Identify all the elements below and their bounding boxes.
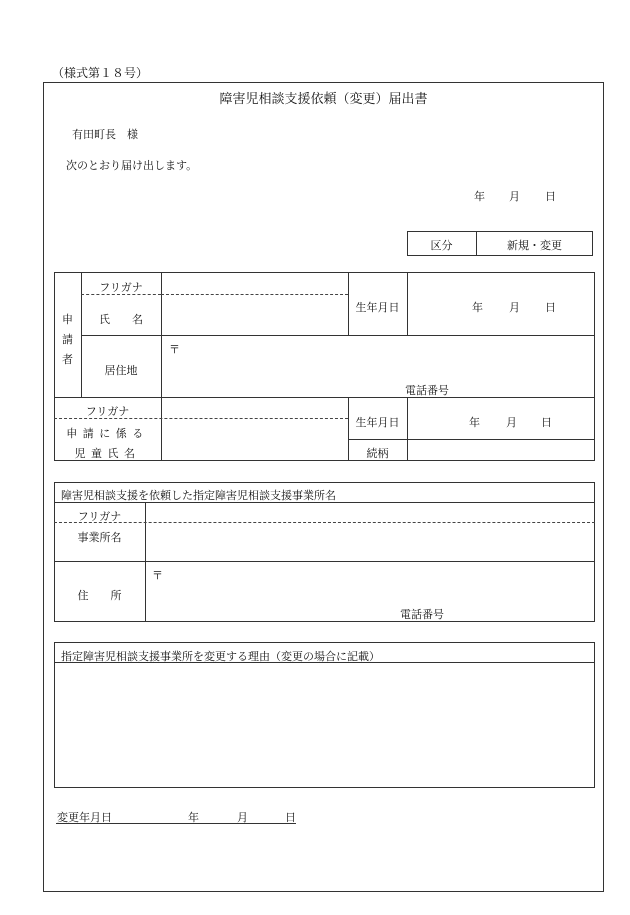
reason-heading: 指定障害児相談支援事業所を変更する理由（変更の場合に記載） <box>61 650 380 663</box>
applicant-birthdate-label: 生年月日 <box>355 301 400 314</box>
child-furigana-label: フリガナ <box>85 405 130 418</box>
date-day-label: 日 <box>545 190 556 203</box>
applicant-residence-label: 居住地 <box>104 364 138 377</box>
category-value[interactable]: 新規・変更 <box>507 239 562 252</box>
change-date-underline <box>56 823 296 824</box>
child-birth-day: 日 <box>541 416 552 429</box>
applicant-postal-icon: 〒 <box>169 343 180 356</box>
change-date-year: 年 <box>188 811 199 824</box>
applicant-side-1: 申 <box>62 313 73 326</box>
child-birth-year: 年 <box>469 416 480 429</box>
office-heading: 障害児相談支援を依頼した指定障害児相談支援事業所名 <box>61 489 336 502</box>
addressee: 有田町長 様 <box>72 128 138 141</box>
applicant-birth-year: 年 <box>472 301 483 314</box>
applicant-furigana-label: フリガナ <box>99 281 143 294</box>
statement: 次のとおり届け出します。 <box>66 159 198 172</box>
office-name-label: 事業所名 <box>77 531 122 544</box>
category-label: 区分 <box>430 239 453 252</box>
change-date-label: 変更年月日 <box>57 811 112 824</box>
child-birth-month: 月 <box>506 416 517 429</box>
form-title: 障害児相談支援依頼（変更）届出書 <box>219 92 428 107</box>
form-number: （様式第１８号） <box>52 66 149 80</box>
applicant-side-2: 請 <box>62 333 73 346</box>
office-address-label: 住 所 <box>77 589 122 602</box>
date-month-label: 月 <box>509 190 520 203</box>
child-label-line1: 申請に係る <box>66 427 149 440</box>
child-label-line2: 児童氏名 <box>74 447 141 460</box>
applicant-phone-label: 電話番号 <box>405 384 449 397</box>
date-year-label: 年 <box>474 190 485 203</box>
applicant-name-label: 氏 名 <box>99 313 143 326</box>
change-date-month: 月 <box>237 811 248 824</box>
office-phone-label: 電話番号 <box>400 608 444 621</box>
child-birthdate-label: 生年月日 <box>355 416 400 429</box>
office-furigana-label: フリガナ <box>77 510 122 523</box>
applicant-birth-month: 月 <box>509 301 520 314</box>
applicant-birth-day: 日 <box>545 301 556 314</box>
child-relationship-label: 続柄 <box>366 447 389 460</box>
applicant-side-3: 者 <box>62 353 73 366</box>
office-postal-icon: 〒 <box>152 569 163 582</box>
change-date-day: 日 <box>285 811 296 824</box>
